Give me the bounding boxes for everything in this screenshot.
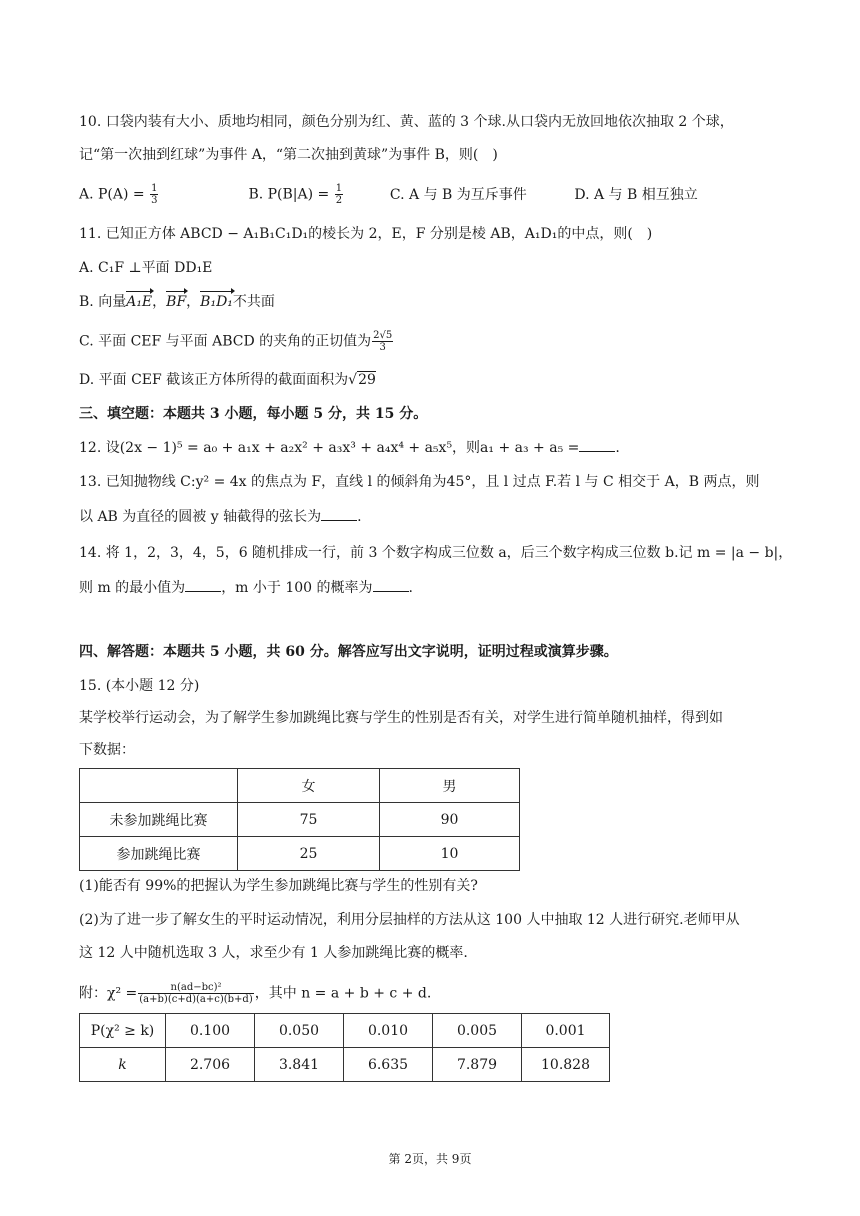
q14-end: .: [408, 580, 413, 596]
q11-option-a: A. C₁F ⊥平面 DD₁E: [79, 260, 213, 276]
q13-end: .: [357, 509, 362, 525]
q10-option-d: D. A 与 B 相互独立: [574, 186, 698, 203]
q10-option-a: [79, 183, 244, 206]
table-row: [80, 769, 520, 803]
table-cell: 男: [380, 769, 520, 803]
q10-line2: 记“第一次抽到红球”为事件 A，“第二次抽到黄球”为事件 B，则( ): [79, 147, 498, 163]
q12: [79, 437, 620, 458]
chi-square-formula: $\frac{\text{n(ad−bc)²}}{(a+b)(c+d)(a+c)(b+d)}$: [139, 982, 253, 1005]
table-cell: 10.828: [522, 1048, 610, 1082]
q11-stem: 11. 已知正方体 ABCD − A₁B₁C₁D₁的棱长为 2，E，F 分别是棱 AB，A₁D₁的中点，则( ): [79, 226, 653, 242]
table-cell: 7.879: [433, 1048, 522, 1082]
table-row: [80, 1048, 610, 1082]
q14-line1: 14. 将 1，2，3，4，5，6 随机排成一行，前 3 个数字构成三位数 a，后三个数字构成三位数 b.记 m = |a − b|，: [79, 545, 793, 561]
q14-text-a: 则 m 的最小值为: [79, 580, 186, 596]
q11-option-d-radicand: 29: [358, 372, 376, 388]
q15-head: 15. (本小题 12 分): [79, 678, 200, 694]
table-cell: 0.001: [522, 1014, 610, 1048]
table-cell: 10: [380, 837, 520, 871]
q11-option-b-suffix: 不共面: [232, 294, 275, 310]
q12-text: 12. 设(2x − 1)⁵ = a₀ + a₁x + a₂x² + a₃x³ + a₄x⁴ + a₅x⁵，则a₁ + a₃ + a₅ =: [79, 440, 580, 456]
appendix-suffix: ，其中 n = a + b + c + d.: [254, 985, 432, 1002]
contingency-table: [79, 768, 520, 871]
table-cell: 0.005: [433, 1014, 522, 1048]
critical-value-table: [79, 1013, 610, 1082]
table-row: [80, 1014, 610, 1048]
table-cell: 25: [238, 837, 380, 871]
table-cell: 0.100: [166, 1014, 255, 1048]
q11-option-d-label: D. 平面 CEF 截该正方体所得的截面面积为√: [79, 372, 358, 388]
page-footer: 第 2页，共 9页: [388, 1152, 472, 1166]
table-cell: 0.010: [344, 1014, 433, 1048]
vector-b1d1: B₁D₁: [200, 294, 233, 310]
q15-line2: 下数据：: [79, 742, 135, 758]
q11-option-c-label: C. 平面 CEF 与平面 ABCD 的夹角的正切值为: [79, 333, 372, 350]
q14-blank-2: [373, 577, 409, 592]
table-row: [80, 837, 520, 871]
appendix-label: 附：χ² =: [79, 985, 138, 1002]
table-cell: 2.706: [166, 1048, 255, 1082]
table-cell: 女: [238, 769, 380, 803]
q13-line2: [79, 506, 362, 527]
table-cell: P(χ² ≥ k): [80, 1014, 166, 1048]
q10-option-b: [248, 183, 385, 206]
q15-part1: (1)能否有 99%的把握认为学生参加跳绳比赛与学生的性别有关?: [79, 878, 478, 894]
table-cell: 75: [238, 803, 380, 837]
q15-line1: 某学校举行运动会，为了解学生参加跳绳比赛与学生的性别是否有关，对学生进行简单随机抽样，得到如: [79, 710, 723, 726]
q10-option-a-label: A. P(A) =: [79, 186, 145, 203]
q11-option-c: [79, 330, 394, 353]
q10-options: [79, 183, 698, 206]
q10-option-b-fraction: $\frac{1}{2}$: [335, 183, 343, 206]
q12-blank: [579, 437, 615, 452]
table-cell: 参加跳绳比赛: [80, 837, 238, 871]
vector-a1e: A₁E: [126, 294, 153, 310]
q14-text-b: ，m 小于 100 的概率为: [221, 580, 373, 596]
q13-line1: 13. 已知抛物线 C:y² = 4x 的焦点为 F，直线 l 的倾斜角为45°，且 l 过点 F.若 l 与 C 相交于 A，B 两点，则: [79, 474, 760, 490]
table-cell: 6.635: [344, 1048, 433, 1082]
q10-option-c: C. A 与 B 为互斥事件: [389, 186, 527, 203]
q11-option-d: [79, 370, 376, 390]
q15-appendix: [79, 982, 431, 1005]
q12-end: .: [615, 440, 620, 456]
q14-blank-1: [185, 577, 221, 592]
q15-part2-line1: (2)为了进一步了解女生的平时运动情况，利用分层抽样的方法从这 100 人中抽取 12 人进行研究.老师甲从: [79, 912, 740, 928]
q10-line1: 10. 口袋内装有大小、质地均相同，颜色分别为红、黄、蓝的 3 个球.从口袋内无放回地依次抽取 2 个球，: [79, 114, 734, 130]
q11-option-c-fraction: $\frac{2√5}{3}$: [373, 330, 393, 353]
q14-line2: [79, 577, 413, 598]
vector-bf: BF: [166, 294, 187, 310]
q13-blank: [321, 506, 357, 521]
section3-heading: 三、填空题：本题共 3 小题，每小题 5 分，共 15 分。: [79, 406, 428, 422]
q13-text: 以 AB 为直径的圆被 y 轴截得的弦长为: [79, 509, 322, 525]
table-cell: 90: [380, 803, 520, 837]
q11-option-b: B. 向量A₁E，BF，B₁D₁不共面: [79, 294, 275, 310]
table-cell: 3.841: [255, 1048, 344, 1082]
q15-part2-line2: 这 12 人中随机选取 3 人，求至少有 1 人参加跳绳比赛的概率.: [79, 945, 468, 961]
q10-option-a-fraction: $\frac{1}{3}$: [151, 183, 158, 206]
table-row: [80, 803, 520, 837]
table-cell: 未参加跳绳比赛: [80, 803, 238, 837]
section4-heading: 四、解答题：本题共 5 小题，共 60 分。解答应写出文字说明，证明过程或演算步骤。: [79, 644, 618, 660]
table-cell: k: [80, 1048, 166, 1082]
table-cell: [80, 769, 238, 803]
q11-option-b-label: B. 向量: [79, 294, 127, 310]
q10-option-b-label: B. P(B|A) =: [248, 186, 330, 203]
table-cell: 0.050: [255, 1014, 344, 1048]
